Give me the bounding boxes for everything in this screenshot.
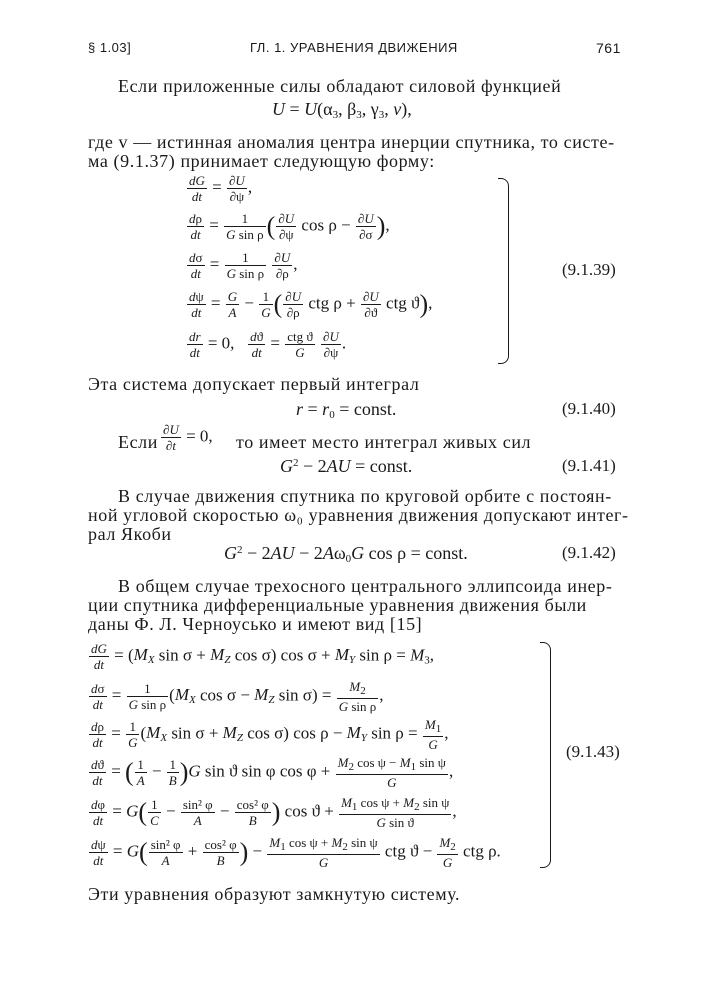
- chapter-title: ГЛ. 1. УРАВНЕНИЯ ДВИЖЕНИЯ: [250, 40, 458, 55]
- paragraph-2-line-1: где v — истинная аномалия центра инерции спутника, то систе-: [88, 132, 615, 152]
- equation-number-42: (9.1.42): [562, 543, 616, 562]
- equation-43-line-4: $\frac{dϑ}{dt}$ = ( $\frac{1}{A}$ − $\frac{1}{B}$ )G sin ϑ sin φ cos φ + $\frac{M_2 \cos \psi - M_1 \sin \psi}{G}$ ,: [91, 755, 454, 790]
- equation-43-line-2: $\frac{d\sigma}{dt}$ = $\frac{1}{\text{G sin ρ}}$ ($M_X$ $\cos \sigma - M_Z$ sin σ) = $\frac{M_2}{\text{G sin ρ}}$ ,: [91, 679, 384, 714]
- paragraph-6-line-3: даны Ф. Л. Черноусько и имеют вид [15]: [88, 614, 423, 634]
- equation-42: $G^2 - 2AU - 2A\omega_0G$ cos ρ = const.: [224, 543, 468, 565]
- equation-number-40: (9.1.40): [562, 399, 616, 418]
- paragraph-1: Если приложенные силы обладают силовой функцией: [118, 76, 562, 96]
- paragraph-7: Эти уравнения образуют замкнутую систему.: [88, 884, 461, 904]
- brace-system-39: [498, 178, 509, 364]
- equation-43-line-1: $\frac{dG}{dt}$ = ($M_X$ $\sin \sigma + M_Z$ cos σ) $\cos \sigma + M_Y$ $\sin \rho = M_3$,: [91, 641, 434, 672]
- equation-41: $G^2 - 2AU$ = const.: [280, 456, 413, 476]
- paragraph-6-line-2: ции спутника дифференциальные уравнения движения были: [88, 595, 587, 615]
- brace-system-43: [540, 642, 551, 868]
- equation-number-43: (9.1.43): [566, 742, 620, 761]
- paragraph-4-suffix: то имеет место интеграл живых сил: [236, 432, 532, 452]
- equation-39-line-1: $\frac{dG}{dt}$ = $\frac{\partial U}{\partial\psi}$ ,: [189, 173, 253, 204]
- page-number: 761: [596, 40, 621, 56]
- equation-39-line-5: $\frac{dr}{dt}$ = 0, $\frac{dϑ}{dt}$ = $\frac{\text{ctg ϑ}}{G}$ $\frac{\partial U}{\partial\psi}$ .: [189, 329, 347, 360]
- equation-43-line-6: $\frac{d\psi}{dt}$ = G( $\frac{\text{sin² φ}}{A}$ + $\frac{\text{cos² φ}}{B}$ ) − $\frac{M_1 \cos \psi + M_2 \sin \psi}{G}$ ctg ϑ − $\frac{M_2}{G}$ ctg ρ.: [91, 835, 501, 870]
- equation-number-39: (9.1.39): [562, 260, 616, 279]
- equation-39-line-2: $\frac{d\rho}{dt}$ = $\frac{1}{\text{G sin ρ}}$ ( $\frac{\partial U}{\partial\psi}$ cos ρ − $\frac{\partial U}{\partial\sigma}$ ),: [189, 211, 390, 242]
- paragraph-5-line-3: рал Якоби: [88, 524, 172, 544]
- equation-43-line-5: $\frac{d\varphi}{dt}$ = G( $\frac{1}{C}$ − $\frac{\text{sin² φ}}{A}$ − $\frac{\text{cos² φ}}{B}$ ) cos ϑ + $\frac{M_1 \cos \psi + M_2 \sin \psi}{\text{G sin ϑ}}$ ,: [91, 795, 457, 830]
- equation-39-line-4: $\frac{d\psi}{dt}$ = $\frac{G}{A}$ − $\frac{1}{G}$ ( $\frac{\partial U}{\partial\rho}$ ctg ρ + $\frac{\partial U}{\partial ϑ}$ ctg ϑ),: [189, 289, 433, 320]
- paragraph-4-prefix: Если: [118, 432, 158, 452]
- equation-43-line-3: $\frac{d\rho}{dt}$ = $\frac{1}{G}$ ($M_X$ $\sin \sigma + M_Z$ cos σ) $\cos \rho - M_Y$ sin ρ = $\frac{M_1}{G}$ ,: [91, 717, 449, 752]
- paragraph-5-line-2: ной угловой скоростью ω₀ уравнения движения допускают интег-: [88, 505, 629, 525]
- paragraph-5-line-1: В случае движения спутника по круговой орбите с постоян-: [118, 486, 612, 506]
- equation-40: $r = r_0$ = const.: [296, 399, 397, 421]
- equation-force-function: $U = U(\alpha_3$, $\beta_3$, $\gamma_3$, v),: [272, 99, 412, 121]
- paragraph-6-line-1: В общем случае трехосного центрального эллипсоида инер-: [118, 576, 613, 596]
- section-ref: § 1.03]: [88, 40, 132, 55]
- equation-dU-dt-zero: $\frac{\partial U}{\partial t}$ = 0,: [163, 422, 213, 453]
- equation-39-line-3: $\frac{d\sigma}{dt}$ = $\frac{1}{\text{G sin ρ}}$ $\frac{\partial U}{\partial\rho}$ ,: [189, 250, 298, 281]
- equation-number-41: (9.1.41): [562, 456, 616, 475]
- paragraph-3: Эта система допускает первый интеграл: [88, 374, 420, 394]
- paragraph-2-line-2: ма (9.1.37) принимает следующую форму:: [88, 151, 435, 171]
